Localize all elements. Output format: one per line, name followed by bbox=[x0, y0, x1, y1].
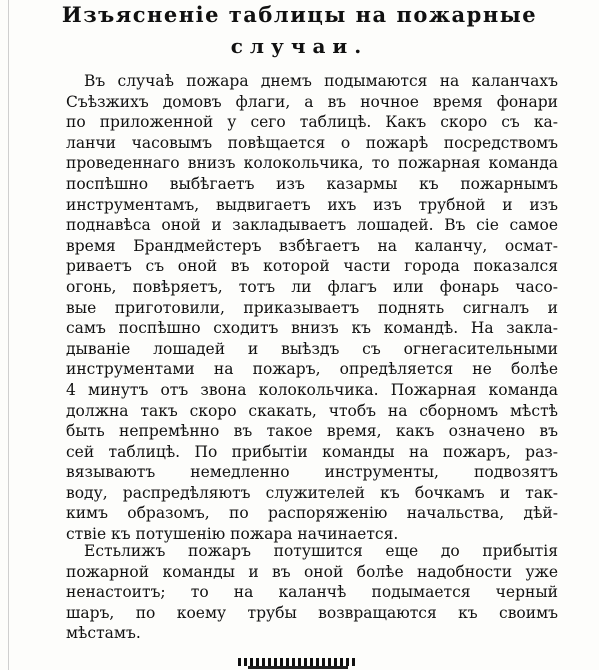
paragraph-2 bbox=[66, 541, 558, 644]
text-line: инструментамъ, выдвигаетъ ихъ изъ трубной и изъ bbox=[66, 195, 558, 214]
text-line: самъ поспѣшно сходитъ внизъ къ командѣ. На закла- bbox=[66, 319, 558, 338]
text-line: поспѣшно выбѣгаетъ изъ казармы къ пожарнымъ bbox=[66, 174, 558, 193]
text-line: инструментами на пожаръ, опредѣляется не болѣе bbox=[66, 360, 558, 379]
text-line: дываніе лошадей и выѣздъ съ огнегасительными bbox=[66, 339, 558, 358]
text-line: быть непремѣнно въ такое время, какъ означено въ bbox=[66, 422, 558, 441]
text-line: поднавѣса оной и закладываетъ лошадей. Въ сіе самое bbox=[66, 216, 558, 235]
text-line: огонь, повѣряетъ, тотъ ли флагъ или фонарь часо- bbox=[66, 277, 558, 296]
text-line: сей таблицѣ. По прибытіи команды на пожаръ, раз- bbox=[66, 442, 558, 461]
paragraph-1 bbox=[66, 71, 558, 545]
page-title-continuation: случаи. bbox=[230, 34, 369, 58]
text-line: пожарной команды и въ оной болѣе надобности уже bbox=[66, 562, 558, 581]
text-line: шаръ, по коему трубы возвращаются къ своимъ bbox=[66, 603, 558, 622]
text-line: 4 минутъ отъ звона колокольчика. Пожарная команда bbox=[66, 380, 558, 399]
text-line: ствіе къ потушенію пожара начинается. bbox=[66, 525, 399, 544]
ornament-rule bbox=[248, 666, 348, 669]
text-line: по приложенной у сего таблицѣ. Какъ скоро съ ка- bbox=[66, 113, 558, 132]
text-line: вязываютъ немедленно инструменты, подвозятъ bbox=[66, 463, 558, 482]
page-title: Изъясненіе таблицы на пожарные bbox=[61, 2, 538, 27]
text-line: должна такъ скоро скакать, чтобъ на сборномъ мѣстѣ bbox=[66, 401, 558, 420]
text-line: ненастоитъ; то на каланчѣ подымается черный bbox=[66, 583, 558, 602]
text-line: время Брандмейстеръ взбѣгаетъ на каланчу, осмат- bbox=[66, 236, 558, 255]
text-line: Въ случаѣ пожара днемъ подымаются на каланчахъ bbox=[84, 72, 558, 90]
text-line: ланчи часовымъ повѣщается о пожарѣ посредствомъ bbox=[66, 133, 558, 152]
text-line: вые приготовили, приказываетъ поднять сигналъ и bbox=[66, 298, 558, 317]
text-line: проведеннаго внизъ колокольчика, то пожарная команда bbox=[66, 154, 558, 173]
text-line: мѣстамъ. bbox=[66, 624, 141, 643]
text-line: Естьлижъ пожаръ потушится еще до прибытія bbox=[84, 542, 558, 560]
scan-edge-divider bbox=[8, 0, 9, 670]
text-line: кимъ образомъ, по распоряженію начальства, дѣй- bbox=[66, 504, 558, 523]
text-line: Съѣзжихъ домовъ флаги, а въ ночное время фонари bbox=[66, 92, 558, 111]
text-line: воду, распредѣляютъ служителей къ бочкамъ и так- bbox=[66, 483, 558, 502]
ornament-divider bbox=[238, 658, 358, 666]
text-line: риваетъ съ оной въ которой части города показался bbox=[66, 257, 558, 276]
